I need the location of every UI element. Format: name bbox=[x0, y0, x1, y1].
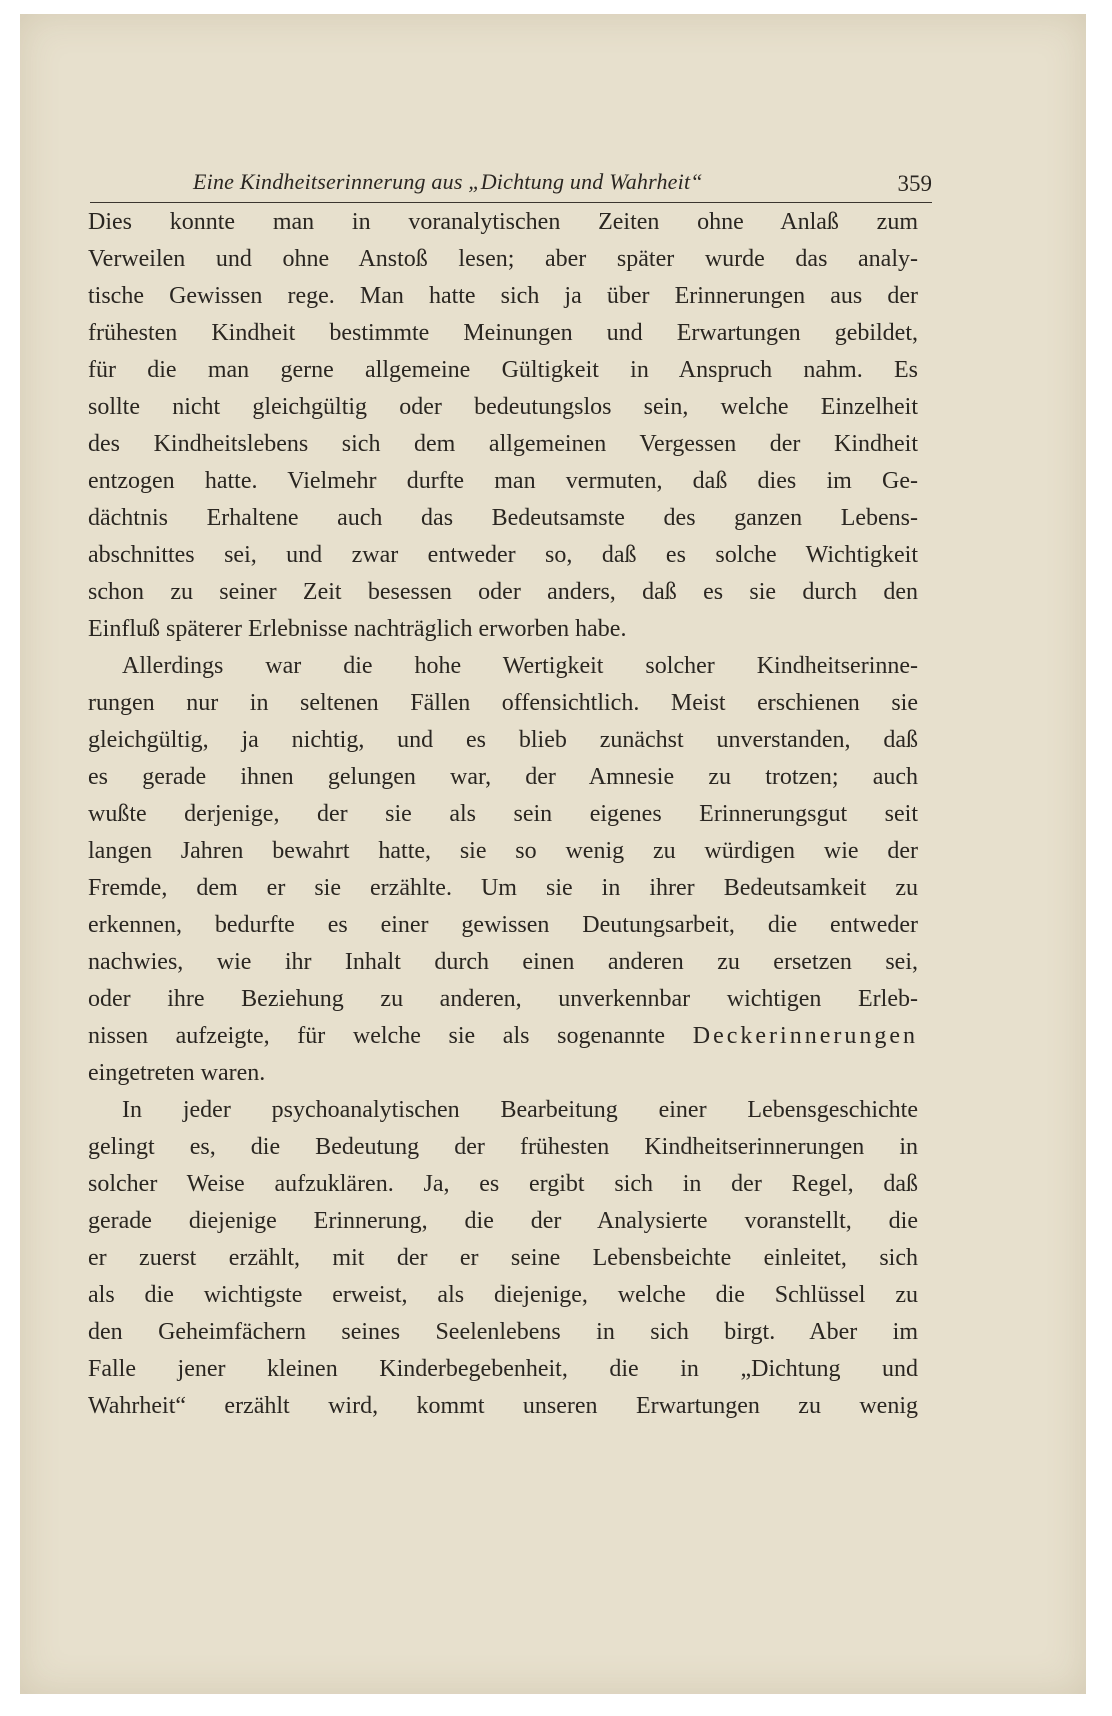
paragraph-1 bbox=[88, 204, 918, 648]
text-line: gelingt es, die Bedeutung der frühesten Kindheitserinnerungen in bbox=[88, 1134, 918, 1160]
text-line: entzogen hatte. Vielmehr durfte man vermuten, daß dies im Ge- bbox=[88, 468, 918, 494]
text-line: rungen nur in seltenen Fällen offensichtlich. Meist erschienen sie bbox=[88, 690, 918, 716]
running-header bbox=[90, 156, 932, 203]
text-line: dächtnis Erhaltene auch das Bedeutsamste des ganzen Lebens- bbox=[88, 505, 918, 531]
text-line: er zuerst erzählt, mit der er seine Lebensbeichte einleitet, sich bbox=[88, 1245, 918, 1271]
text-line: wußte derjenige, der sie als sein eigenes Erinnerungsgut seit bbox=[88, 801, 918, 827]
text-line: es gerade ihnen gelungen war, der Amnesie zu trotzen; auch bbox=[88, 764, 918, 790]
text-line: Falle jener kleinen Kinderbegebenheit, die in „Dichtung und bbox=[88, 1356, 918, 1382]
text-line: frühesten Kindheit bestimmte Meinungen und Erwartungen gebildet, bbox=[88, 320, 918, 346]
text-line: des Kindheitslebens sich dem allgemeinen Vergessen der Kindheit bbox=[88, 431, 918, 457]
text-line: In jeder psychoanalytischen Bearbeitung einer Lebensgeschichte bbox=[122, 1097, 918, 1123]
paragraph-3 bbox=[88, 1092, 918, 1425]
text-line: Wahrheit“ erzählt wird, kommt unseren Erwartungen zu wenig bbox=[88, 1393, 918, 1419]
text-line: Verweilen und ohne Anstoß lesen; aber später wurde das analy- bbox=[88, 246, 918, 272]
page-number: 359 bbox=[897, 171, 932, 196]
text-line: erkennen, bedurfte es einer gewissen Deutungsarbeit, die entweder bbox=[88, 912, 918, 938]
text-line: den Geheimfächern seines Seelenlebens in sich birgt. Aber im bbox=[88, 1319, 918, 1345]
text-line: sollte nicht gleichgültig oder bedeutungslos sein, welche Einzelheit bbox=[88, 394, 918, 420]
text-line: tische Gewissen rege. Man hatte sich ja über Erinnerungen aus der bbox=[88, 283, 918, 309]
text-line: abschnittes sei, und zwar entweder so, daß es solche Wichtigkeit bbox=[88, 542, 918, 568]
text-line: Dies konnte man in voranalytischen Zeiten ohne Anlaß zum bbox=[88, 209, 918, 235]
text-line: eingetreten waren. bbox=[88, 1060, 266, 1086]
paragraph-2 bbox=[88, 648, 918, 1092]
text-line: Einfluß späterer Erlebnisse nachträglich erworben habe. bbox=[88, 616, 627, 642]
text-line: für die man gerne allgemeine Gültigkeit in Anspruch nahm. Es bbox=[88, 357, 918, 383]
text-line: nachwies, wie ihr Inhalt durch einen anderen zu ersetzen sei, bbox=[88, 949, 918, 975]
text-line: Fremde, dem er sie erzählte. Um sie in ihrer Bedeutsamkeit zu bbox=[88, 875, 918, 901]
text-line: gleichgültig, ja nichtig, und es blieb zunächst unverstanden, daß bbox=[88, 727, 918, 753]
text-line: Allerdings war die hohe Wertigkeit solcher Kindheitserinne- bbox=[122, 653, 918, 679]
text-line: solcher Weise aufzuklären. Ja, es ergibt sich in der Regel, daß bbox=[88, 1171, 918, 1197]
text-line-spaced-term: nissen aufzeigte, für welche sie als sogenannte Deckerinnerungen bbox=[88, 1023, 918, 1049]
body-text bbox=[88, 204, 918, 1425]
text-line: schon zu seiner Zeit besessen oder anders, daß es sie durch den bbox=[88, 579, 918, 605]
text-line: oder ihre Beziehung zu anderen, unverkennbar wichtigen Erleb- bbox=[88, 986, 918, 1012]
spaced-term: Deckerinnerungen bbox=[692, 1023, 918, 1049]
text-line: langen Jahren bewahrt hatte, sie so wenig zu würdigen wie der bbox=[88, 838, 918, 864]
text-line: gerade diejenige Erinnerung, die der Analysierte voranstellt, die bbox=[88, 1208, 918, 1234]
text-line: als die wichtigste erweist, als diejenige, welche die Schlüssel zu bbox=[88, 1282, 918, 1308]
running-title: Eine Kindheitserinnerung aus „Dichtung und Wahrheit“ bbox=[193, 169, 703, 194]
